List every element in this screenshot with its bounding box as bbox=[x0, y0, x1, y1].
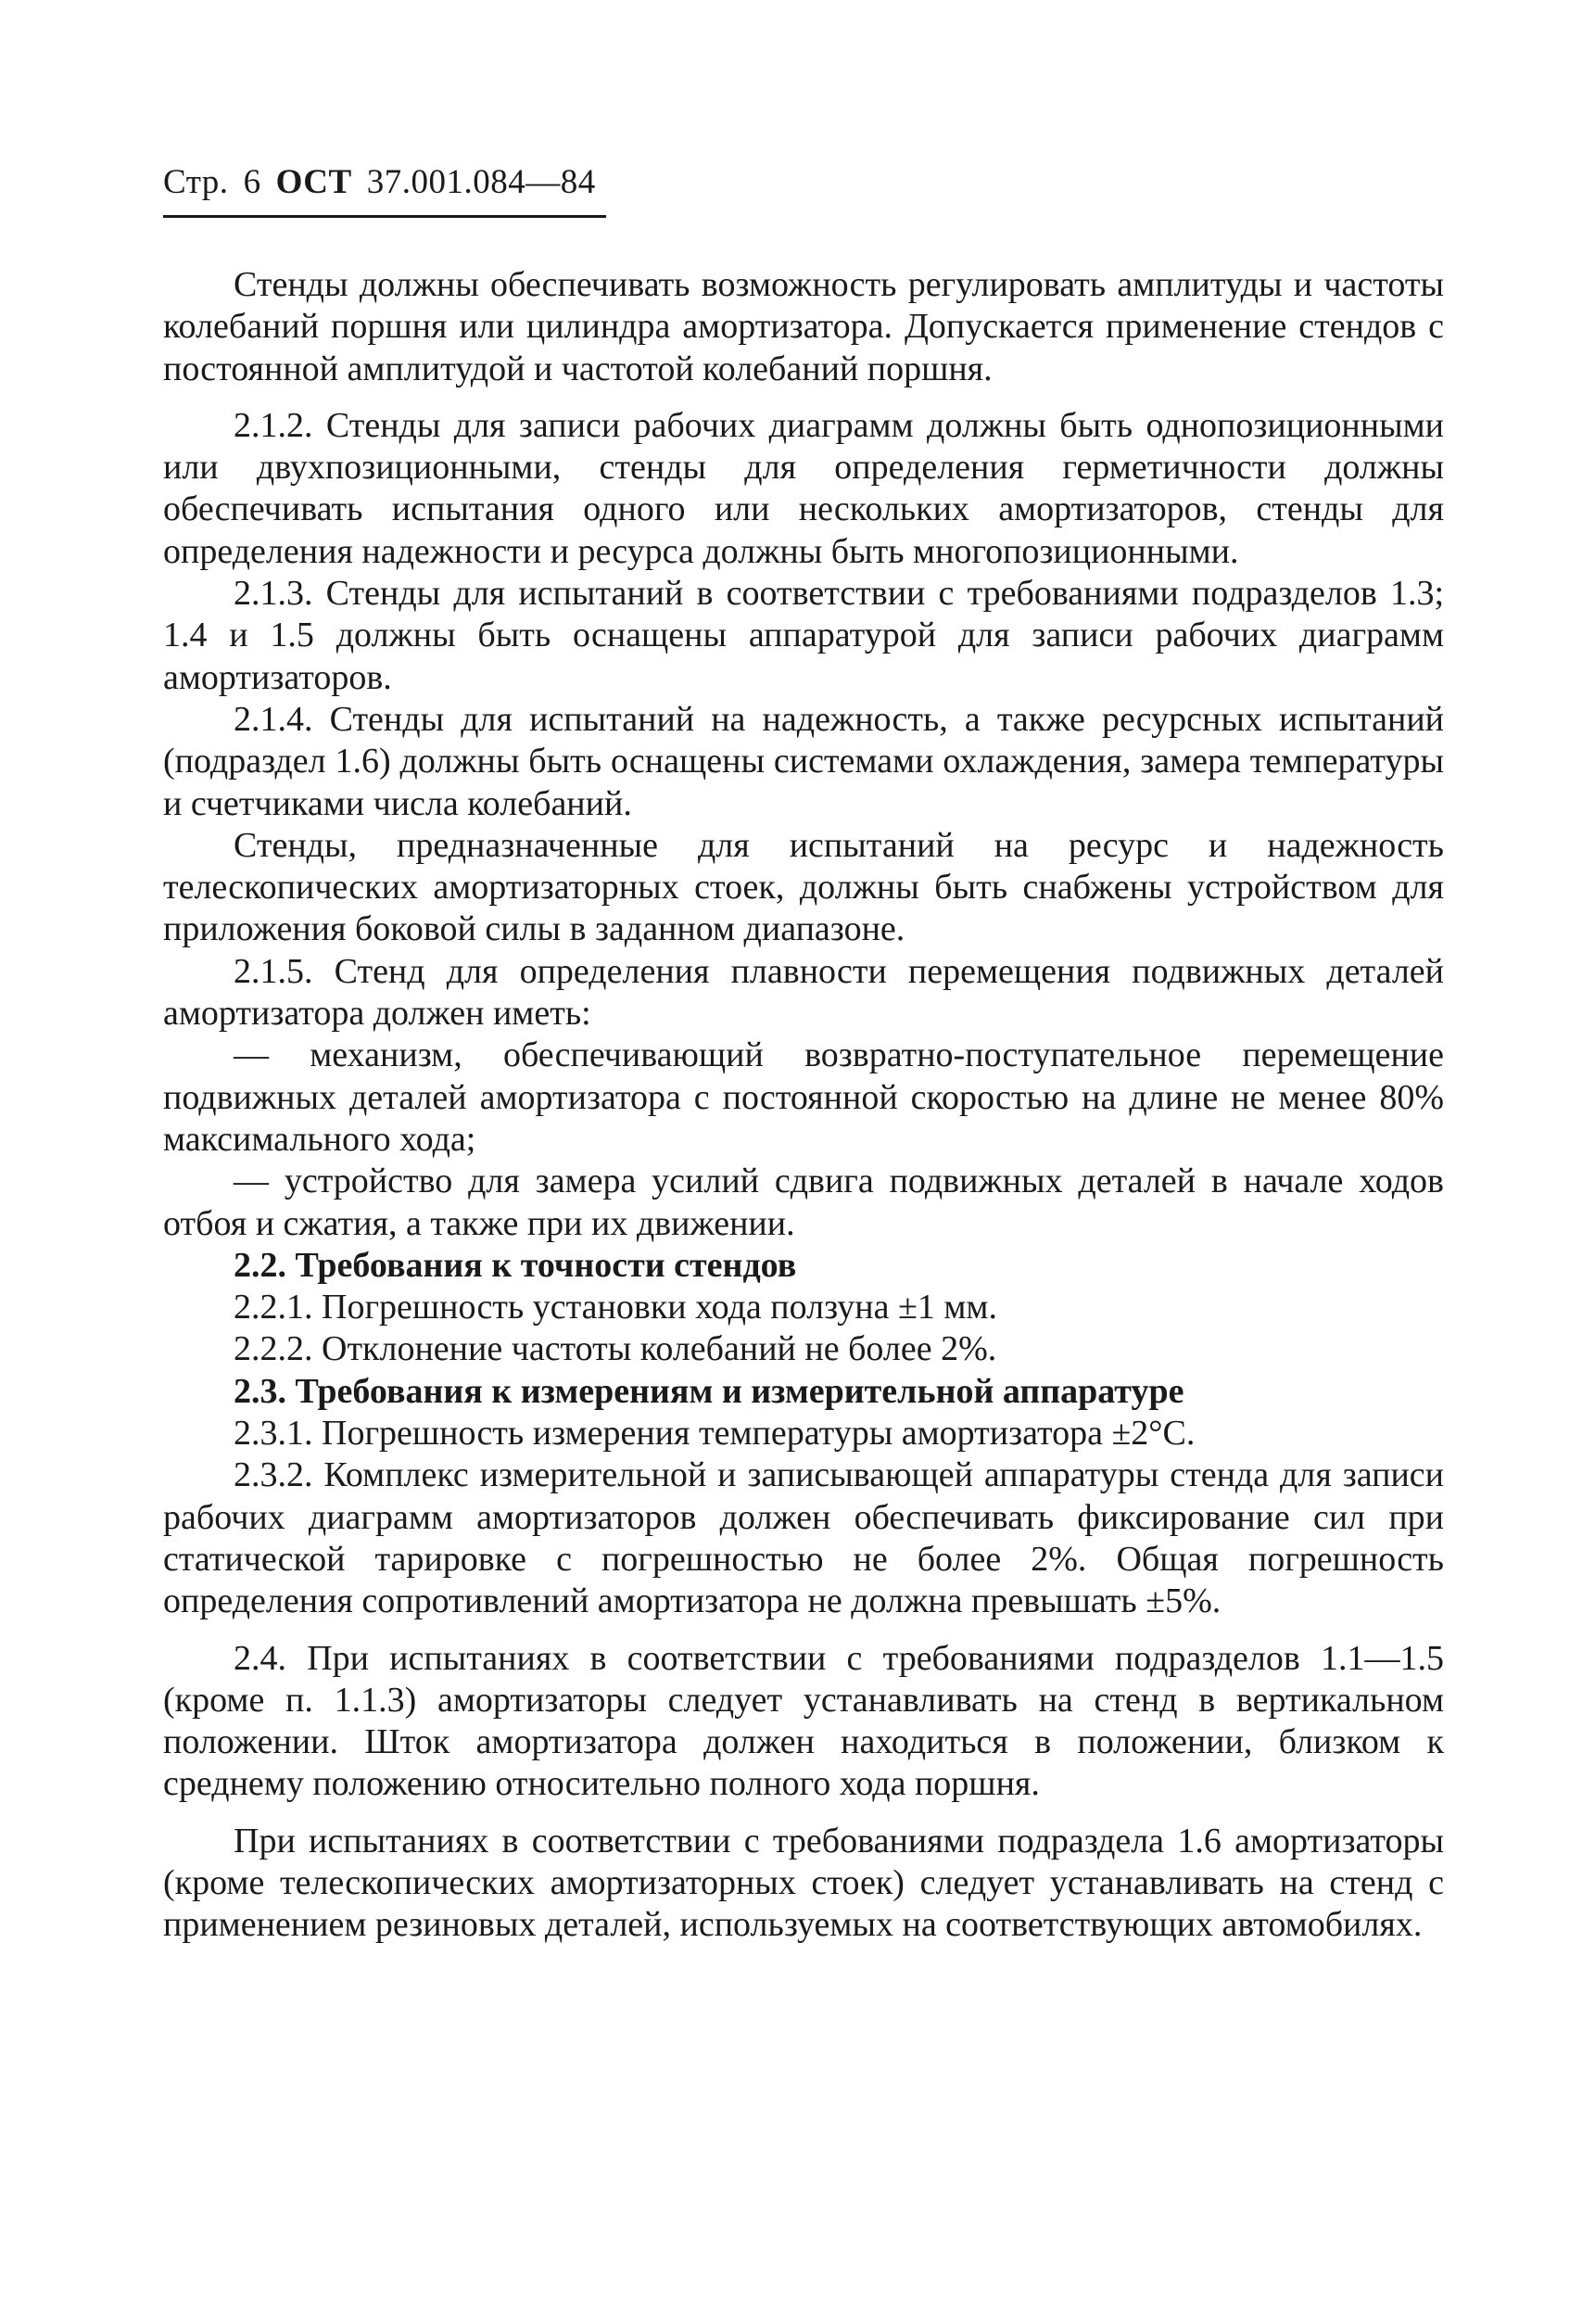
page-label: Стр. bbox=[163, 163, 229, 201]
paragraph: 2.1.5. Стенд для определения плавности перемещения подвижных деталей амортизатора должен иметь: bbox=[163, 951, 1444, 1034]
paragraph: 2.1.4. Стенды для испытаний на надежность, а также ресурсных испытаний (подраздел 1.6) должны быть оснащены системами охлаждения, замера температуры и счетчиками числа колебаний. bbox=[163, 699, 1444, 823]
paragraph: 2.1.3. Стенды для испытаний в соответствии с требованиями подразделов 1.3; 1.4 и 1.5 должны быть оснащены аппаратурой для записи рабочих диаграмм амортизаторов. bbox=[163, 574, 1444, 697]
section-heading: 2.2. Требования к точности стендов bbox=[234, 1245, 797, 1285]
standard-prefix: ОСТ bbox=[275, 163, 352, 201]
document-body bbox=[163, 264, 1444, 1947]
paragraph: 2.3.2. Комплекс измерительной и записывающей аппаратуры стенда для записи рабочих диаграмм амортизаторов должен обеспечивать фиксирование сил при статической тарировке с погрешностью не более 2%. Общая погрешность определения сопротивлений амортизатора не должна превышать ±5%. bbox=[163, 1455, 1444, 1621]
paragraph: 2.1.2. Стенды для записи рабочих диаграмм должны быть однопозиционными или двухпозиционными, стенды для определения герметичности должны обеспечивать испытания одного или нескольких амортизаторов, стенды для определения надежности и ресурса должны быть многопозиционными. bbox=[163, 405, 1444, 571]
standard-number: 37.001.084—84 bbox=[366, 163, 596, 201]
list-item: — устройство для замера усилий сдвига подвижных деталей в начале ходов отбоя и сжатия, а также при их движении. bbox=[163, 1162, 1444, 1243]
paragraph: Стенды, предназначенные для испытаний на ресурс и надежность телескопических амортизаторных стоек, должны быть снабжены устройством для приложения боковой силы в заданном диапазоне. bbox=[163, 825, 1444, 949]
header-rule bbox=[163, 215, 606, 218]
paragraph: 2.2.2. Отклонение частоты колебаний не более 2%. bbox=[234, 1329, 997, 1369]
paragraph: Стенды должны обеспечивать возможность регулировать амплитуды и частоты колебаний поршня или цилиндра амортизатора. Допускается применение стендов с постоянной амплитудой и частотой колебаний поршня. bbox=[163, 265, 1444, 388]
paragraph: 2.2.1. Погрешность установки хода ползуна ±1 мм. bbox=[234, 1288, 997, 1327]
page-number: 6 bbox=[243, 163, 261, 201]
section-heading: 2.3. Требования к измерениям и измерительной аппаратуре bbox=[234, 1371, 1184, 1411]
page-header bbox=[163, 159, 596, 206]
paragraph: При испытаниях в соответствии с требованиями подраздела 1.6 амортизаторы (кроме телескопических амортизаторных стоек) следует устанавливать на стенд с применением резиновых деталей, используемых на соответствующих автомобилях. bbox=[163, 1821, 1444, 1945]
paragraph: 2.4. При испытаниях в соответствии с требованиями подразделов 1.1—1.5 (кроме п. 1.1.3) амортизаторы следует устанавливать на стенд в вертикальном положении. Шток амортизатора должен находиться в положении, близком к среднему положению относительно полного хода поршня. bbox=[163, 1638, 1444, 1804]
list-item: — механизм, обеспечивающий возвратно-поступательное перемещение подвижных деталей амортизатора с постоянной скоростью на длине не менее 80% максимального хода; bbox=[163, 1035, 1444, 1159]
paragraph: 2.3.1. Погрешность измерения температуры амортизатора ±2°С. bbox=[234, 1414, 1196, 1454]
